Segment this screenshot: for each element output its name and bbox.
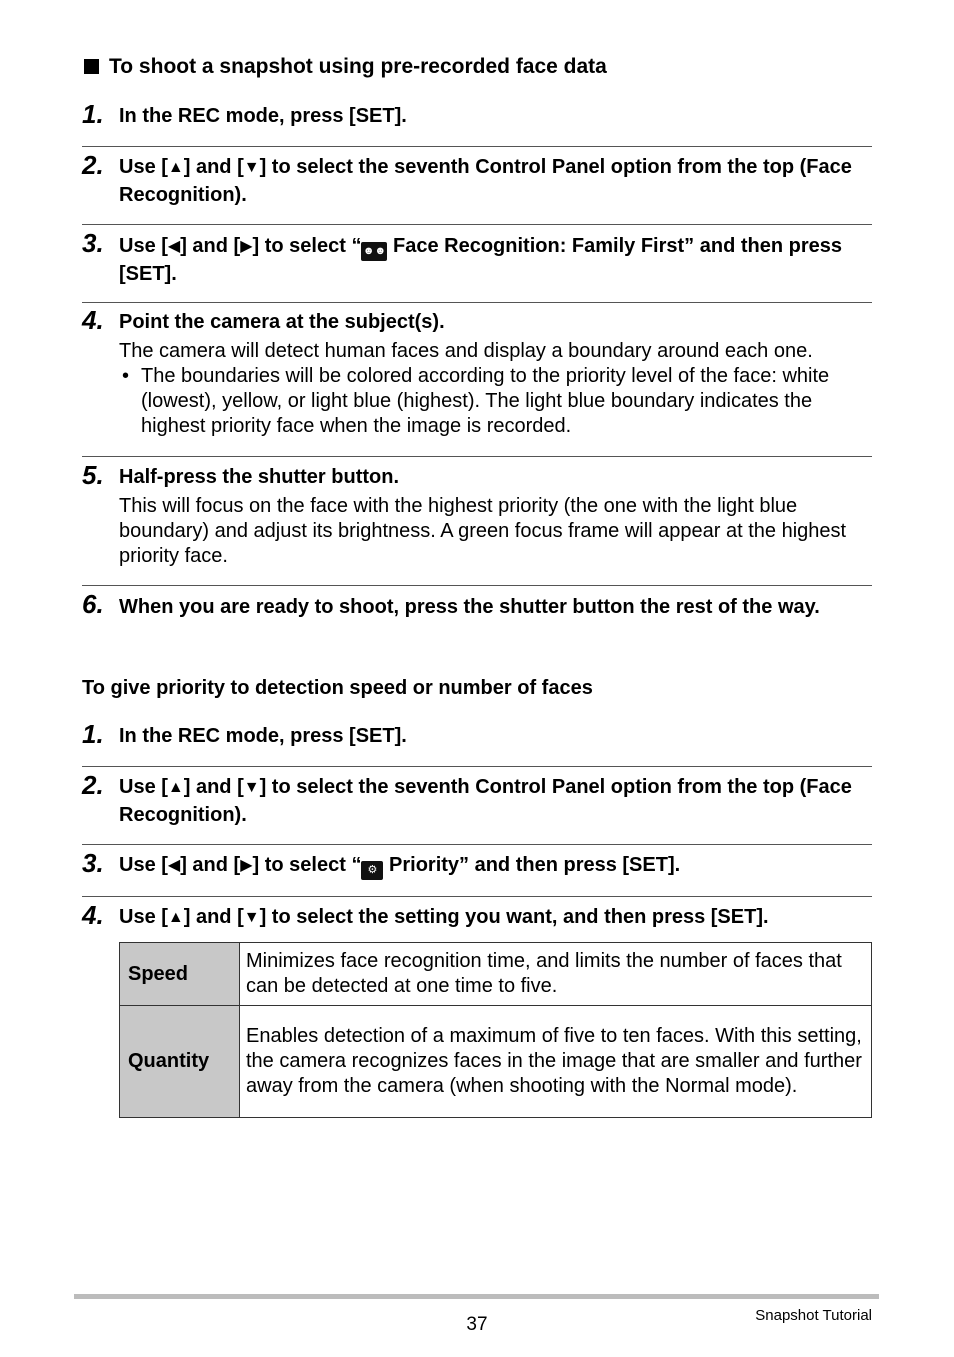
bullet-dot: • bbox=[122, 365, 130, 387]
setting-description: Minimizes face recognition time, and limits the number of faces that can be detected at one time to five. bbox=[240, 943, 872, 1006]
step-number: 1. bbox=[82, 719, 104, 749]
face-priority-icon: ⚙ bbox=[361, 861, 383, 880]
face-recognition-family-first-icon: ☻☻ bbox=[361, 242, 387, 261]
step-text: Use [▲] and [▼] to select the seventh Control Panel option from the top (Face Recognition). bbox=[119, 776, 852, 826]
up-arrow-icon: ▲ bbox=[167, 779, 184, 796]
step-text: Use [◀] and [▶] to select “☻☻ Face Recognition: Family First” and then press [SET]. bbox=[119, 235, 842, 285]
divider bbox=[82, 896, 872, 897]
section-heading-face-data: To shoot a snapshot using pre-recorded face data bbox=[84, 54, 607, 80]
step-description: This will focus on the face with the highest priority (the one with the light blue boundary) and adjust its brightness. A green focus frame will appear at the highest priority face. bbox=[119, 495, 847, 567]
footer-divider bbox=[74, 1294, 879, 1299]
step-number: 3. bbox=[82, 848, 104, 878]
step-description: The camera will detect human faces and display a boundary around each one. bbox=[119, 340, 813, 362]
step-text: Use [▲] and [▼] to select the setting you want, and then press [SET]. bbox=[119, 906, 769, 928]
divider bbox=[82, 766, 872, 767]
step-number: 3. bbox=[82, 228, 104, 258]
right-arrow-icon: ▶ bbox=[240, 857, 253, 874]
step-text: When you are ready to shoot, press the shutter button the rest of the way. bbox=[119, 596, 820, 618]
step-number: 2. bbox=[82, 150, 104, 180]
divider bbox=[82, 844, 872, 845]
divider bbox=[82, 456, 872, 457]
step-number: 4. bbox=[82, 900, 104, 930]
divider bbox=[82, 302, 872, 303]
table-row bbox=[120, 1006, 872, 1118]
square-bullet-icon bbox=[84, 59, 99, 74]
step-number: 1. bbox=[82, 99, 104, 129]
setting-label: Speed bbox=[120, 943, 240, 1006]
section-label: Snapshot Tutorial bbox=[755, 1307, 872, 1324]
settings-table bbox=[119, 942, 872, 1118]
step-text: Use [◀] and [▶] to select “ ⚙ Priority” and then press [SET]. bbox=[119, 852, 879, 880]
down-arrow-icon: ▼ bbox=[243, 159, 260, 176]
up-arrow-icon: ▲ bbox=[167, 159, 184, 176]
divider bbox=[82, 146, 872, 147]
step-text: Point the camera at the subject(s). bbox=[119, 311, 445, 333]
setting-label: Quantity bbox=[120, 1006, 240, 1118]
down-arrow-icon: ▼ bbox=[243, 779, 260, 796]
down-arrow-icon: ▼ bbox=[243, 909, 260, 926]
page-number: 37 bbox=[466, 1314, 488, 1335]
right-arrow-icon: ▶ bbox=[240, 238, 253, 255]
step-number: 2. bbox=[82, 770, 104, 800]
section-heading-priority: To give priority to detection speed or number of faces bbox=[82, 677, 593, 699]
left-arrow-icon: ◀ bbox=[167, 857, 181, 874]
divider bbox=[82, 585, 872, 586]
step-text: Use [▲] and [▼] to select the seventh Control Panel option from the top (Face Recognition). bbox=[119, 156, 852, 206]
table-row bbox=[120, 943, 872, 1006]
step-number: 4. bbox=[82, 305, 104, 335]
divider bbox=[82, 224, 872, 225]
step-text: Half-press the shutter button. bbox=[119, 466, 400, 488]
left-arrow-icon: ◀ bbox=[167, 238, 181, 255]
up-arrow-icon: ▲ bbox=[167, 909, 184, 926]
step-text: In the REC mode, press [SET]. bbox=[119, 725, 407, 747]
step-number: 6. bbox=[82, 589, 104, 619]
setting-description: Enables detection of a maximum of five to ten faces. With this setting, the camera recognizes faces in the image that are smaller and further away from the camera (when shooting with the Normal mode). bbox=[240, 1006, 872, 1118]
step-number: 5. bbox=[82, 460, 104, 490]
step-text: In the REC mode, press [SET]. bbox=[119, 105, 407, 127]
